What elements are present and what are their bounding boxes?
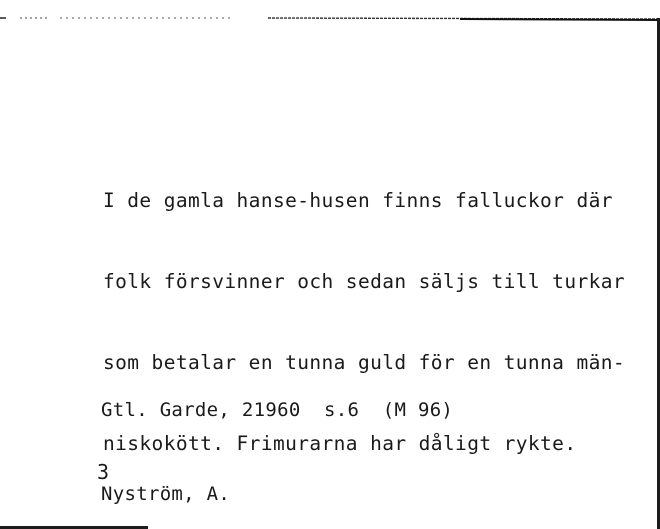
card-text-line: I de gamla hanse-husen finns falluckor där <box>103 189 613 212</box>
source-reference <box>101 340 453 529</box>
source-citation: Gtl. Garde, 21960 s.6 (M 96) <box>101 399 454 421</box>
card-text-line: folk försvinner och sedan säljs till turkar <box>103 270 626 293</box>
page-number: 3 <box>97 460 110 484</box>
source-informant: Nyström, A. <box>101 483 231 505</box>
scanned-top-edge <box>0 12 660 24</box>
card-text-line: niskokött. Frimurarna har dåligt rykte. <box>103 432 577 455</box>
card-text-line: som betalar en tunna guld för en tunna män- <box>103 351 626 374</box>
